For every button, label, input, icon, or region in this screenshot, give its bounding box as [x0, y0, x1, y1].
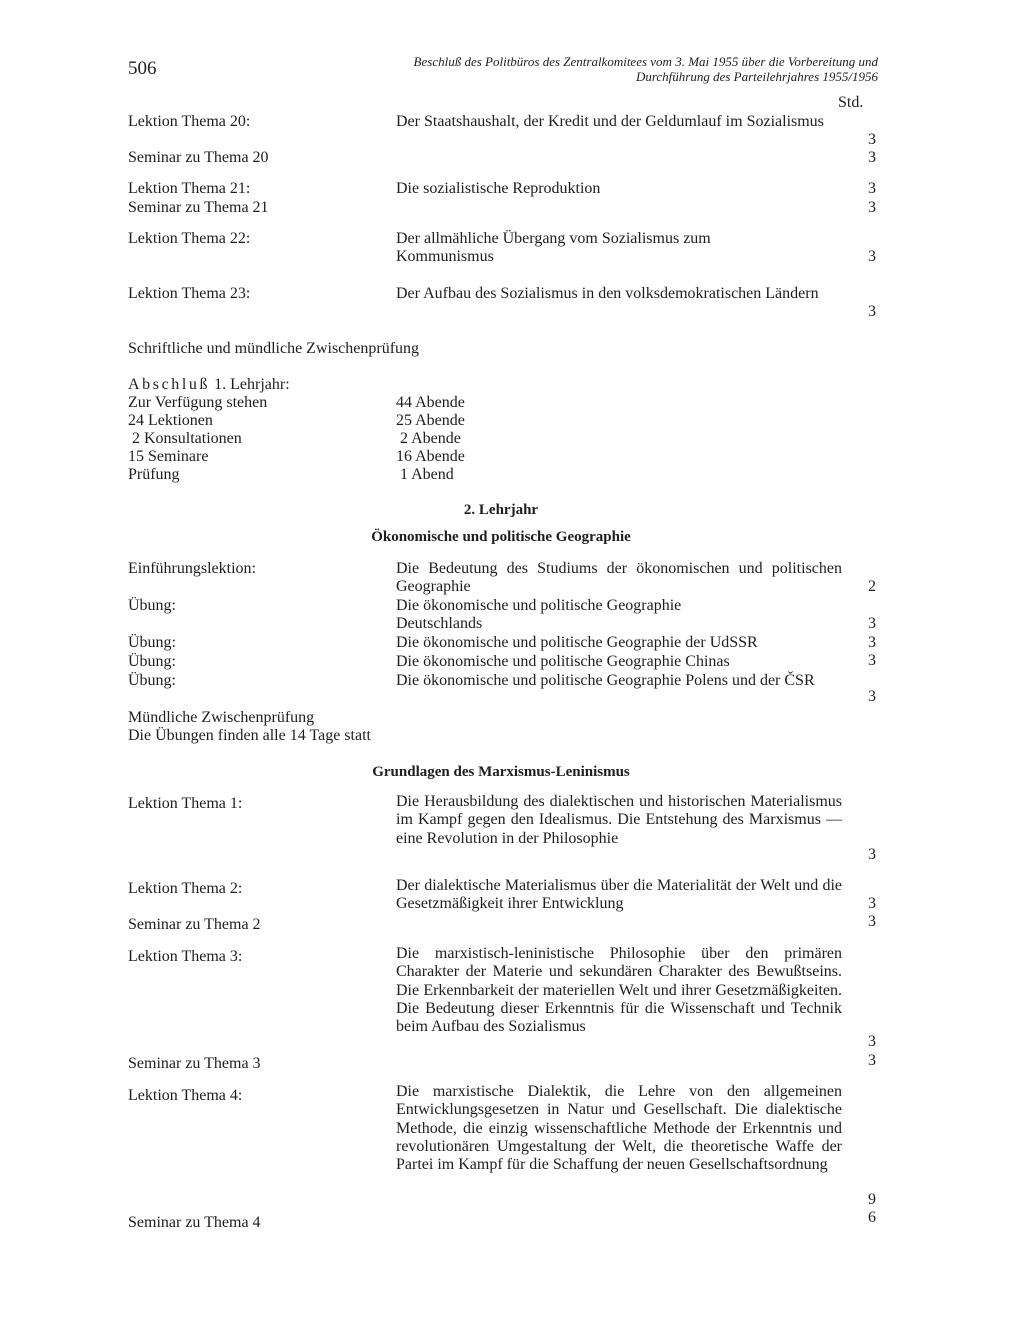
running-header-line-2: Durchführung des Parteilehrjahres 1955/1956 — [635, 69, 878, 84]
lesson-label: Lektion Thema 22: — [128, 230, 251, 247]
summary-heading-rest: 1. Lehrjahr: — [210, 376, 290, 393]
seminar-hours: 3 — [868, 1052, 876, 1069]
lesson-description: Die sozialistische Reproduktion — [396, 180, 601, 197]
intro-lesson-label: Einführungslektion: — [128, 560, 256, 577]
summary-item-label: 15 Seminare — [128, 448, 209, 465]
page-number: 506 — [128, 58, 157, 79]
hours-column-label: Std. — [838, 94, 864, 111]
lesson-label: Lektion Thema 23: — [128, 285, 251, 302]
lesson-description: Der allmähliche Übergang vom Sozialismus zum Kommunismus — [396, 230, 711, 266]
exercise-hours: 2 — [868, 578, 876, 595]
lesson-label: Lektion Thema 2: — [128, 880, 243, 897]
seminar-label: Seminar zu Thema 2 — [128, 916, 261, 933]
lesson-description: Die marxistische Dialektik, die Lehre von den allgemeinen Entwicklungsgesetzen in Natur und Gesellschaft. Die dialektische Methode, die einzig wissenschaftliche Methode der Erkenntnis und revolutionären Umgestaltung der Welt, die theoretische Waffe der Partei im Kampf für die Schaffung der neuen Gesellschaftsordnung — [396, 1083, 842, 1174]
lesson-description: Die Herausbildung des dialektischen und historischen Materialismus im Kampf gegen den Idealismus. Die Entstehung des Marxismus — eine Revolution in der Philosophie — [396, 793, 842, 847]
lesson-hours: 3 — [868, 1033, 876, 1050]
lesson-label: Lektion Thema 20: — [128, 113, 251, 130]
summary-item-label: Zur Verfügung stehen — [128, 394, 268, 411]
lesson-description: Der Staatshaushalt, der Kredit und der Geldumlauf im Sozialismus — [396, 113, 824, 130]
summary-item-label: 2 Konsultationen — [128, 430, 242, 447]
lesson-description: Der dialektische Materialismus über die Materialität der Welt und die Gesetzmäßigkeit ihrer Entwicklung — [396, 877, 842, 913]
summary-item-value: 1 Abend — [396, 466, 454, 483]
exercise-description: Die ökonomische und politische Geographie Polens und der ČSR — [396, 672, 815, 689]
seminar-hours: 3 — [868, 913, 876, 930]
seminar-hours: 3 — [868, 199, 876, 216]
exercise-description: Die ökonomische und politische Geographie Chinas — [396, 653, 730, 670]
seminar-label: Seminar zu Thema 21 — [128, 199, 269, 216]
lesson-label: Lektion Thema 21: — [128, 180, 251, 197]
lesson-label: Lektion Thema 3: — [128, 948, 243, 965]
seminar-label: Seminar zu Thema 4 — [128, 1214, 261, 1231]
exercise-hours: 3 — [868, 688, 876, 705]
exercise-hours: 3 — [868, 634, 876, 651]
exercise-label: Übung: — [128, 634, 176, 651]
exercise-description: Die Bedeutung des Studiums der ökonomischen und politischen Geographie — [396, 560, 842, 596]
lesson-hours: 3 — [868, 131, 876, 148]
lesson-hours: 3 — [868, 180, 876, 197]
lesson-hours: 3 — [868, 248, 876, 265]
exercise-hours: 3 — [868, 652, 876, 669]
summary-item-value: 2 Abende — [396, 430, 461, 447]
lesson-hours: 3 — [868, 895, 876, 912]
exercise-hours: 3 — [868, 615, 876, 632]
summary-item-value: 25 Abende — [396, 412, 465, 429]
oral-exam-note: Mündliche Zwischenprüfung — [128, 709, 315, 726]
exercise-frequency-note: Die Übungen finden alle 14 Tage statt — [128, 727, 371, 744]
exercise-label: Übung: — [128, 653, 176, 670]
lesson-description: Die marxistisch-leninistische Philosophie über den primären Charakter der Materie und sekundären Charakter des Bewußtseins. Die Erkennbarkeit der materiellen Welt und ihrer Gesetzmäßigkeiten. Die Bedeutung dieser Erkenntnis für die Wissenschaft und Technik beim Aufbau des Sozialismus — [396, 945, 842, 1036]
summary-item-value: 16 Abende — [396, 448, 465, 465]
exercise-label: Übung: — [128, 597, 176, 614]
seminar-hours: 3 — [868, 149, 876, 166]
summary-heading — [128, 376, 388, 394]
exercise-description: Die ökonomische und politische Geographie Deutschlands — [396, 597, 682, 633]
lesson-hours: 3 — [868, 303, 876, 320]
summary-item-label: Prüfung — [128, 466, 180, 483]
summary-item-value: 44 Abende — [396, 394, 465, 411]
lesson-description: Der Aufbau des Sozialismus in den volksdemokratischen Ländern — [396, 285, 819, 302]
running-header-line-1: Beschluß des Politbüros des Zentralkomitees vom 3. Mai 1955 über die Vorbereitung und — [413, 54, 878, 69]
interim-exam: Schriftliche und mündliche Zwischenprüfung — [128, 340, 420, 357]
summary-item-label: 24 Lektionen — [128, 412, 213, 429]
seminar-hours: 6 — [868, 1209, 876, 1226]
exercise-label: Übung: — [128, 672, 176, 689]
section-title-marxism: Grundlagen des Marxismus-Leninismus — [372, 764, 630, 780]
lesson-label: Lektion Thema 4: — [128, 1087, 243, 1104]
seminar-label: Seminar zu Thema 3 — [128, 1055, 261, 1072]
section-title-geography: Ökonomische und politische Geographie — [371, 529, 631, 545]
summary-heading-spaced: Abschluß — [128, 376, 211, 393]
lesson-hours: 9 — [868, 1191, 876, 1208]
exercise-description: Die ökonomische und politische Geographie der UdSSR — [396, 634, 758, 651]
year2-heading: 2. Lehrjahr — [463, 502, 539, 518]
running-header — [238, 54, 878, 84]
lesson-hours: 3 — [868, 846, 876, 863]
lesson-label: Lektion Thema 1: — [128, 795, 243, 812]
seminar-label: Seminar zu Thema 20 — [128, 149, 269, 166]
